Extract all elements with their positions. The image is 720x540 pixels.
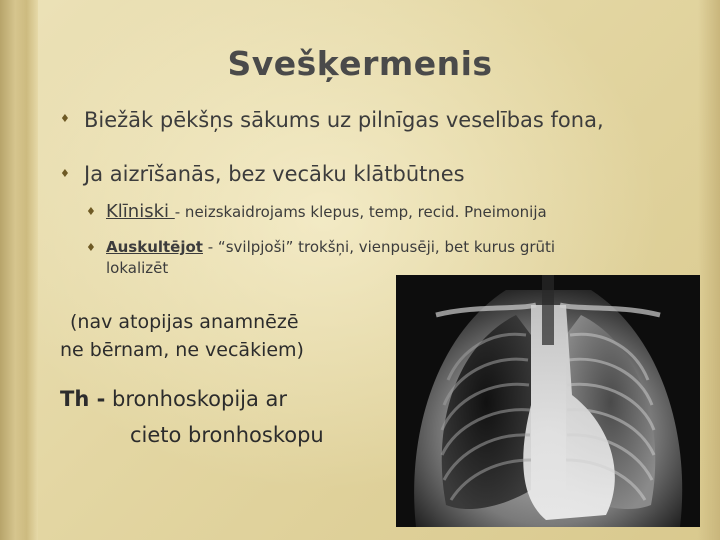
chest-xray-image — [396, 275, 700, 527]
book-spine-decoration — [0, 0, 38, 540]
sub-bullet-text — [106, 237, 696, 279]
diamond-bullet-icon: ♦ — [86, 205, 96, 218]
diamond-bullet-icon: ♦ — [60, 112, 70, 125]
note-line: ne bērnam, ne vecākiem) — [60, 339, 304, 361]
treatment-text: bronhoskopija ar — [105, 387, 288, 411]
page-edge-decoration — [698, 0, 720, 540]
sub-bullet-label: Auskultējot — [106, 238, 203, 256]
note-line: (nav atopijas anamnēzē — [70, 311, 299, 333]
slide-title: Svešķermenis — [227, 44, 493, 83]
sub-bullet-text — [106, 201, 547, 222]
sub-bullet-label: Klīniski — [106, 201, 175, 222]
sub-bullet-body: - “svilpjoši” trokšņi, vienpusēji, bet kurus grūti — [202, 238, 556, 256]
treatment-line-continued: cieto bronhoskopu — [130, 423, 324, 447]
diamond-bullet-icon: ♦ — [60, 167, 70, 180]
sub-bullet-body: - neizskaidrojams klepus, temp, recid. Pneimonija — [174, 203, 547, 221]
diamond-bullet-icon: ♦ — [86, 241, 96, 254]
treatment-label: Th - — [60, 387, 106, 411]
sub-bullet-body-continued: lokalizēt — [106, 259, 169, 277]
bullet-text: Ja aizrīšanās, bez vecāku klātbūtnes — [84, 162, 465, 186]
treatment-line — [60, 384, 287, 415]
bullet-text: Biežāk pēkšņs sākums uz pilnīgas veselības fona, — [84, 108, 604, 132]
